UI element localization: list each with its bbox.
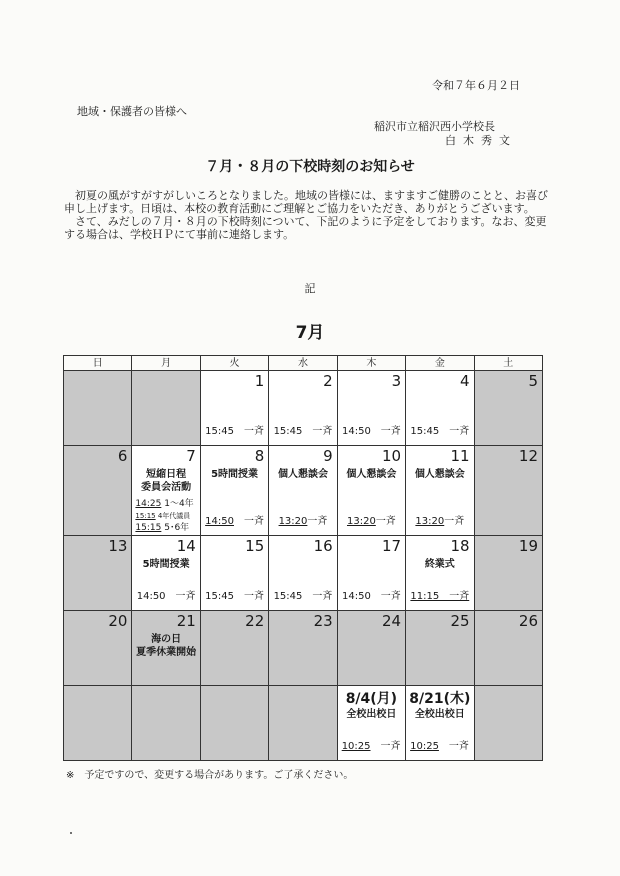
time-grade: 5･6年 <box>161 523 190 533</box>
day-number: 22 <box>245 612 265 630</box>
day-cell-9 <box>269 446 337 536</box>
week-row <box>64 686 543 761</box>
day-number: 7 <box>186 447 196 465</box>
day-number: 5 <box>528 372 538 390</box>
empty-cell <box>474 686 542 761</box>
day-number: 9 <box>323 447 333 465</box>
empty-cell <box>132 686 200 761</box>
day-number: 12 <box>518 447 538 465</box>
day-number: 16 <box>313 537 333 555</box>
day-cell-12 <box>474 446 542 536</box>
body-text <box>64 189 554 241</box>
day-cell-22 <box>200 611 268 686</box>
calendar-table <box>63 355 543 761</box>
dismissal-time: 10:25 一斉 <box>341 741 401 752</box>
dismissal-time: 14:50 一斉 <box>205 516 264 527</box>
day-number: 11 <box>450 447 470 465</box>
day-number: 3 <box>391 372 402 390</box>
ki-mark: 記 <box>304 282 316 295</box>
event-line: 夏季休業開始 <box>136 647 197 658</box>
week-row <box>64 611 543 686</box>
dismissal-time: 10:25 一斉 <box>410 741 469 752</box>
day-number: 1 <box>254 372 265 390</box>
day-number: 21 <box>176 612 196 630</box>
day-cell-25 <box>406 611 474 686</box>
day-cell-11 <box>406 446 474 536</box>
day-number: 4 <box>459 372 470 390</box>
event-label <box>132 633 199 659</box>
week-row <box>64 536 543 611</box>
dismissal-time: 15:45 一斉 <box>410 426 470 437</box>
day-number: 26 <box>518 612 538 630</box>
dismissal-time: 14:50 一斉 <box>341 426 401 437</box>
week-row <box>64 446 543 536</box>
day-cell-18 <box>406 536 474 611</box>
event-label: 5時間授業 <box>142 559 190 570</box>
day-cell-19 <box>474 536 542 611</box>
weekday-sun: 日 <box>64 356 132 371</box>
day-cell-4 <box>406 371 474 446</box>
day-number: 23 <box>313 612 333 630</box>
week-row <box>64 371 543 446</box>
event-label: 個人懇談会 <box>346 469 397 480</box>
body-paragraph: さて、みだしの７月・８月の下校時刻について、下記のように予定をしております。なお、変更する場合は、学校ＨＰにて事前に連絡します。 <box>64 215 547 241</box>
dismissal-time: 13:20一斉 <box>278 516 328 527</box>
event-line: 委員会活動 <box>141 482 192 493</box>
footnote: ※ 予定ですので、変更する場合があります。ご了承ください。 <box>66 770 354 781</box>
day-number: 2 <box>323 372 333 390</box>
event-label: 5時間授業 <box>211 469 259 480</box>
day-cell-17 <box>337 536 405 611</box>
time-value: 15:15 <box>135 523 162 533</box>
day-cell-23 <box>269 611 337 686</box>
day-number: 15 <box>245 537 265 555</box>
empty-cell <box>269 686 337 761</box>
day-cell-7 <box>132 446 200 536</box>
dismissal-time: 15:45 一斉 <box>273 591 333 602</box>
time-grade: 1～4年 <box>161 499 194 509</box>
day-number: 13 <box>108 537 128 555</box>
august-21-cell <box>406 686 474 761</box>
day-cell-1 <box>200 371 268 446</box>
day-number: 20 <box>108 612 128 630</box>
weekday-wed: 水 <box>269 356 337 371</box>
day-cell-21 <box>132 611 200 686</box>
day-cell-20 <box>64 611 132 686</box>
dismissal-time: 15:45 一斉 <box>205 591 264 602</box>
dismissal-times <box>135 498 193 534</box>
dismissal-time: 13:20一斉 <box>346 516 396 527</box>
empty-cell <box>132 371 200 446</box>
issuer-school: 稲沢市立稲沢西小学校長 <box>374 120 495 133</box>
event-label: 個人懇談会 <box>414 469 465 480</box>
august-4-cell <box>337 686 405 761</box>
day-number: 10 <box>382 447 402 465</box>
empty-cell <box>64 371 132 446</box>
dismissal-time: 15:45 一斉 <box>273 426 333 437</box>
month-title: 7月 <box>295 323 325 343</box>
dismissal-time: 15:45 一斉 <box>205 426 264 437</box>
event-label: 全校出校日 <box>414 709 465 720</box>
weekday-sat: 土 <box>474 356 542 371</box>
scan-speck <box>70 832 72 834</box>
day-number: 19 <box>518 537 538 555</box>
day-cell-15 <box>200 536 268 611</box>
day-number: 18 <box>450 537 470 555</box>
dismissal-time: 14:50 一斉 <box>341 591 401 602</box>
event-label <box>132 468 199 494</box>
august-date: 8/4(月) <box>345 691 398 707</box>
dismissal-time: 13:20一斉 <box>415 516 465 527</box>
day-cell-16 <box>269 536 337 611</box>
event-line: 海の日 <box>151 634 182 645</box>
dismissal-time: 14:50 一斉 <box>136 591 196 602</box>
day-cell-13 <box>64 536 132 611</box>
empty-cell <box>64 686 132 761</box>
event-label: 全校出校日 <box>346 709 397 720</box>
weekday-fri: 金 <box>406 356 474 371</box>
day-cell-3 <box>337 371 405 446</box>
addressee: 地域・保護者の皆様へ <box>77 105 187 118</box>
weekday-header-row <box>64 356 543 371</box>
empty-cell <box>200 686 268 761</box>
day-cell-10 <box>337 446 405 536</box>
day-number: 25 <box>450 612 470 630</box>
day-cell-8 <box>200 446 268 536</box>
day-cell-14 <box>132 536 200 611</box>
weekday-thu: 木 <box>337 356 405 371</box>
document-title: ７月・８月の下校時刻のお知らせ <box>205 159 415 175</box>
principal-name: 白木秀文 <box>445 134 517 147</box>
day-number: 8 <box>254 447 265 465</box>
dismissal-time: 11:15 一斉 <box>410 591 470 602</box>
document-date: 令和７年６月２日 <box>432 79 520 92</box>
day-cell-26 <box>474 611 542 686</box>
body-paragraph: 初夏の風がすがすがしいころとなりました。地域の皆様には、ますますご健勝のことと、お喜び申し上げます。日頃は、本校の教育活動にご理解とご協力をいただき、ありがとうございます。 <box>64 189 548 215</box>
weekday-mon: 月 <box>132 356 200 371</box>
day-cell-6 <box>64 446 132 536</box>
day-number: 17 <box>382 537 402 555</box>
event-label: 個人懇談会 <box>277 469 328 480</box>
day-number: 6 <box>117 447 128 465</box>
event-label: 終業式 <box>424 559 455 570</box>
day-number: 24 <box>382 612 402 630</box>
august-date: 8/21(木) <box>409 691 471 707</box>
time-value: 15:15 <box>135 512 156 520</box>
time-grade: 4年代議員 <box>155 512 191 520</box>
day-cell-24 <box>337 611 405 686</box>
weekday-tue: 火 <box>200 356 268 371</box>
day-cell-2 <box>269 371 337 446</box>
day-cell-5 <box>474 371 542 446</box>
day-number: 14 <box>176 537 196 555</box>
time-value: 14:25 <box>135 499 162 509</box>
event-line: 短縮日程 <box>146 469 187 480</box>
